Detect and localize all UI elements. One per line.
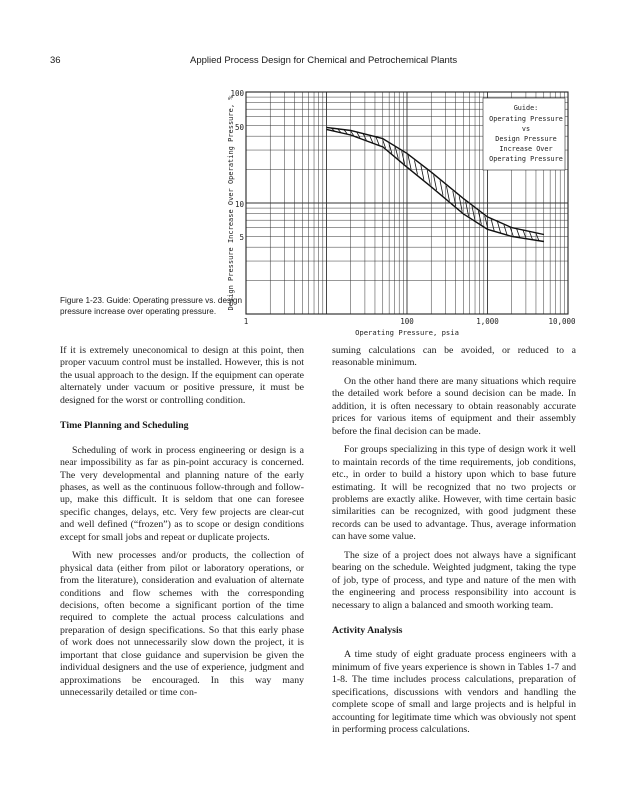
chart-legend (483, 98, 565, 170)
hatch-line (529, 232, 532, 240)
paragraph: On the other hand there are many situations which require the detailed work before a sound decision can be made. In addition, it is often necessary to obtain reasonably accurate prices for various items of equipment and their assembly before the final decision can be made. (332, 375, 576, 437)
hatch-line (491, 219, 494, 231)
paragraph: Scheduling of work in process engineering or design is a near impossibility as far as pin-point accuracy is concerned. The very developmental and planning nature of the early phases, as well as the continuous follow-through and follow-up, make this difficult. It is seldom that one can foresee specific changes, delays, etc. Very few projects are clear-cut and well defined (“frozen”) as to scope or design conditions except for small jobs and repeat or duplicate projects. (60, 444, 304, 543)
hatch-line (408, 155, 411, 169)
legend-line-5: Increase Over (499, 145, 553, 153)
hatch-line (414, 160, 417, 174)
hatch-line (434, 175, 437, 190)
y-tick-label-100: 100 (230, 89, 244, 98)
paragraph: suming calculations can be avoided, or reduced to a reasonable minimum. (332, 345, 576, 369)
hatch-line (504, 225, 507, 235)
figure-chart (0, 0, 624, 345)
y-tick-label-50: 50 (234, 123, 244, 132)
x-axis-label: Operating Pressure, psia (355, 328, 459, 337)
hatch-line (459, 196, 462, 211)
paragraph: For groups specializing in this type of design work it well to maintain records of the time requirements, job conditions, etc., in order to build a history upon which to base future estimating. It will be recognized that no two projects or problems are exactly alike. However, with time certain basic similarities can be recognized, with good judgment these records can be used to advantage. Thus, average information can have some value. (332, 444, 576, 543)
paragraph: If it is extremely uneconomical to design at this point, then proper vacuum control must be installed. However, this is not the usual approach to the design. If the equipment can operate alternately under vacuum or positive pressure, it must be designed for the worst or controlling condition. (60, 345, 304, 406)
left-column (60, 345, 304, 700)
page-number: 36 (50, 55, 61, 66)
legend-line-4: Design Pressure (495, 135, 557, 143)
legend-line-1: Guide: (513, 104, 539, 112)
paragraph: With new processes and/or products, the collection of physical data (either from pilot or laboratory operations, or from the literature), consideration and evaluation of alternate conditions and flow schemes with the corresponding decisions, often become a significant portion of the time required to complete the actual process calculations and preparation of design specifications. So that this early phase of work does not unnecessarily slow down the project, it is important that close guidance and supervision be given the individual designers and the use of experience, judgment and approximations be encouraged. In this way many unnecessarily detailed or time con- (60, 550, 304, 699)
figure-caption: Figure 1-23. Guide: Operating pressure vs. design pressure increase over operating pressure. (60, 296, 243, 316)
hatch-line (536, 233, 539, 240)
y-axis-label: Design Pressure Increase Over Operating Pressure, % (227, 95, 235, 311)
running-title: Applied Process Design for Chemical and Petrochemical Plants (190, 55, 458, 66)
legend-line-2: Operating Pressure (489, 115, 563, 123)
hatch-line (523, 230, 526, 238)
y-tick-label-5: 5 (239, 233, 244, 242)
legend-line-6: Operating Pressure (489, 155, 563, 163)
x-tick-label-10000: 10,000 (548, 317, 576, 326)
x-tick-label-100: 100 (400, 317, 414, 326)
hatch-line (440, 181, 443, 196)
legend-line-3: vs (521, 125, 531, 133)
x-tick-label-1: 1 (243, 317, 249, 326)
hatch-line (421, 165, 424, 179)
hatch-line (446, 186, 449, 201)
hatch-line (498, 222, 501, 233)
y-tick-label-10: 10 (234, 200, 244, 209)
x-tick-label-1000: 1,000 (476, 317, 499, 326)
hatch-line (427, 170, 430, 185)
paragraph: A time study of eight graduate process engineers with a minimum of five years experience is shown in Tables 1-7 and 1-8. The time includes process calculations, preparation of specifications, discussions with vendors and handling the complete scope of small and large projects and is helpful in accounting for legitimate time which was obviously not spent in performing process calculations. (332, 649, 576, 736)
section-heading-activity-analysis: Activity Analysis (332, 624, 403, 636)
section-heading-time-planning: Time Planning and Scheduling (60, 419, 189, 431)
paragraph: The size of a project does not always have a significant bearing on the schedule. Weighted judgment, taking the type of job, type of process, and type and nature of the men with the engineering and process responsibility into account is necessary to align a balanced and smooth working team. (332, 549, 576, 611)
right-column (332, 345, 576, 737)
